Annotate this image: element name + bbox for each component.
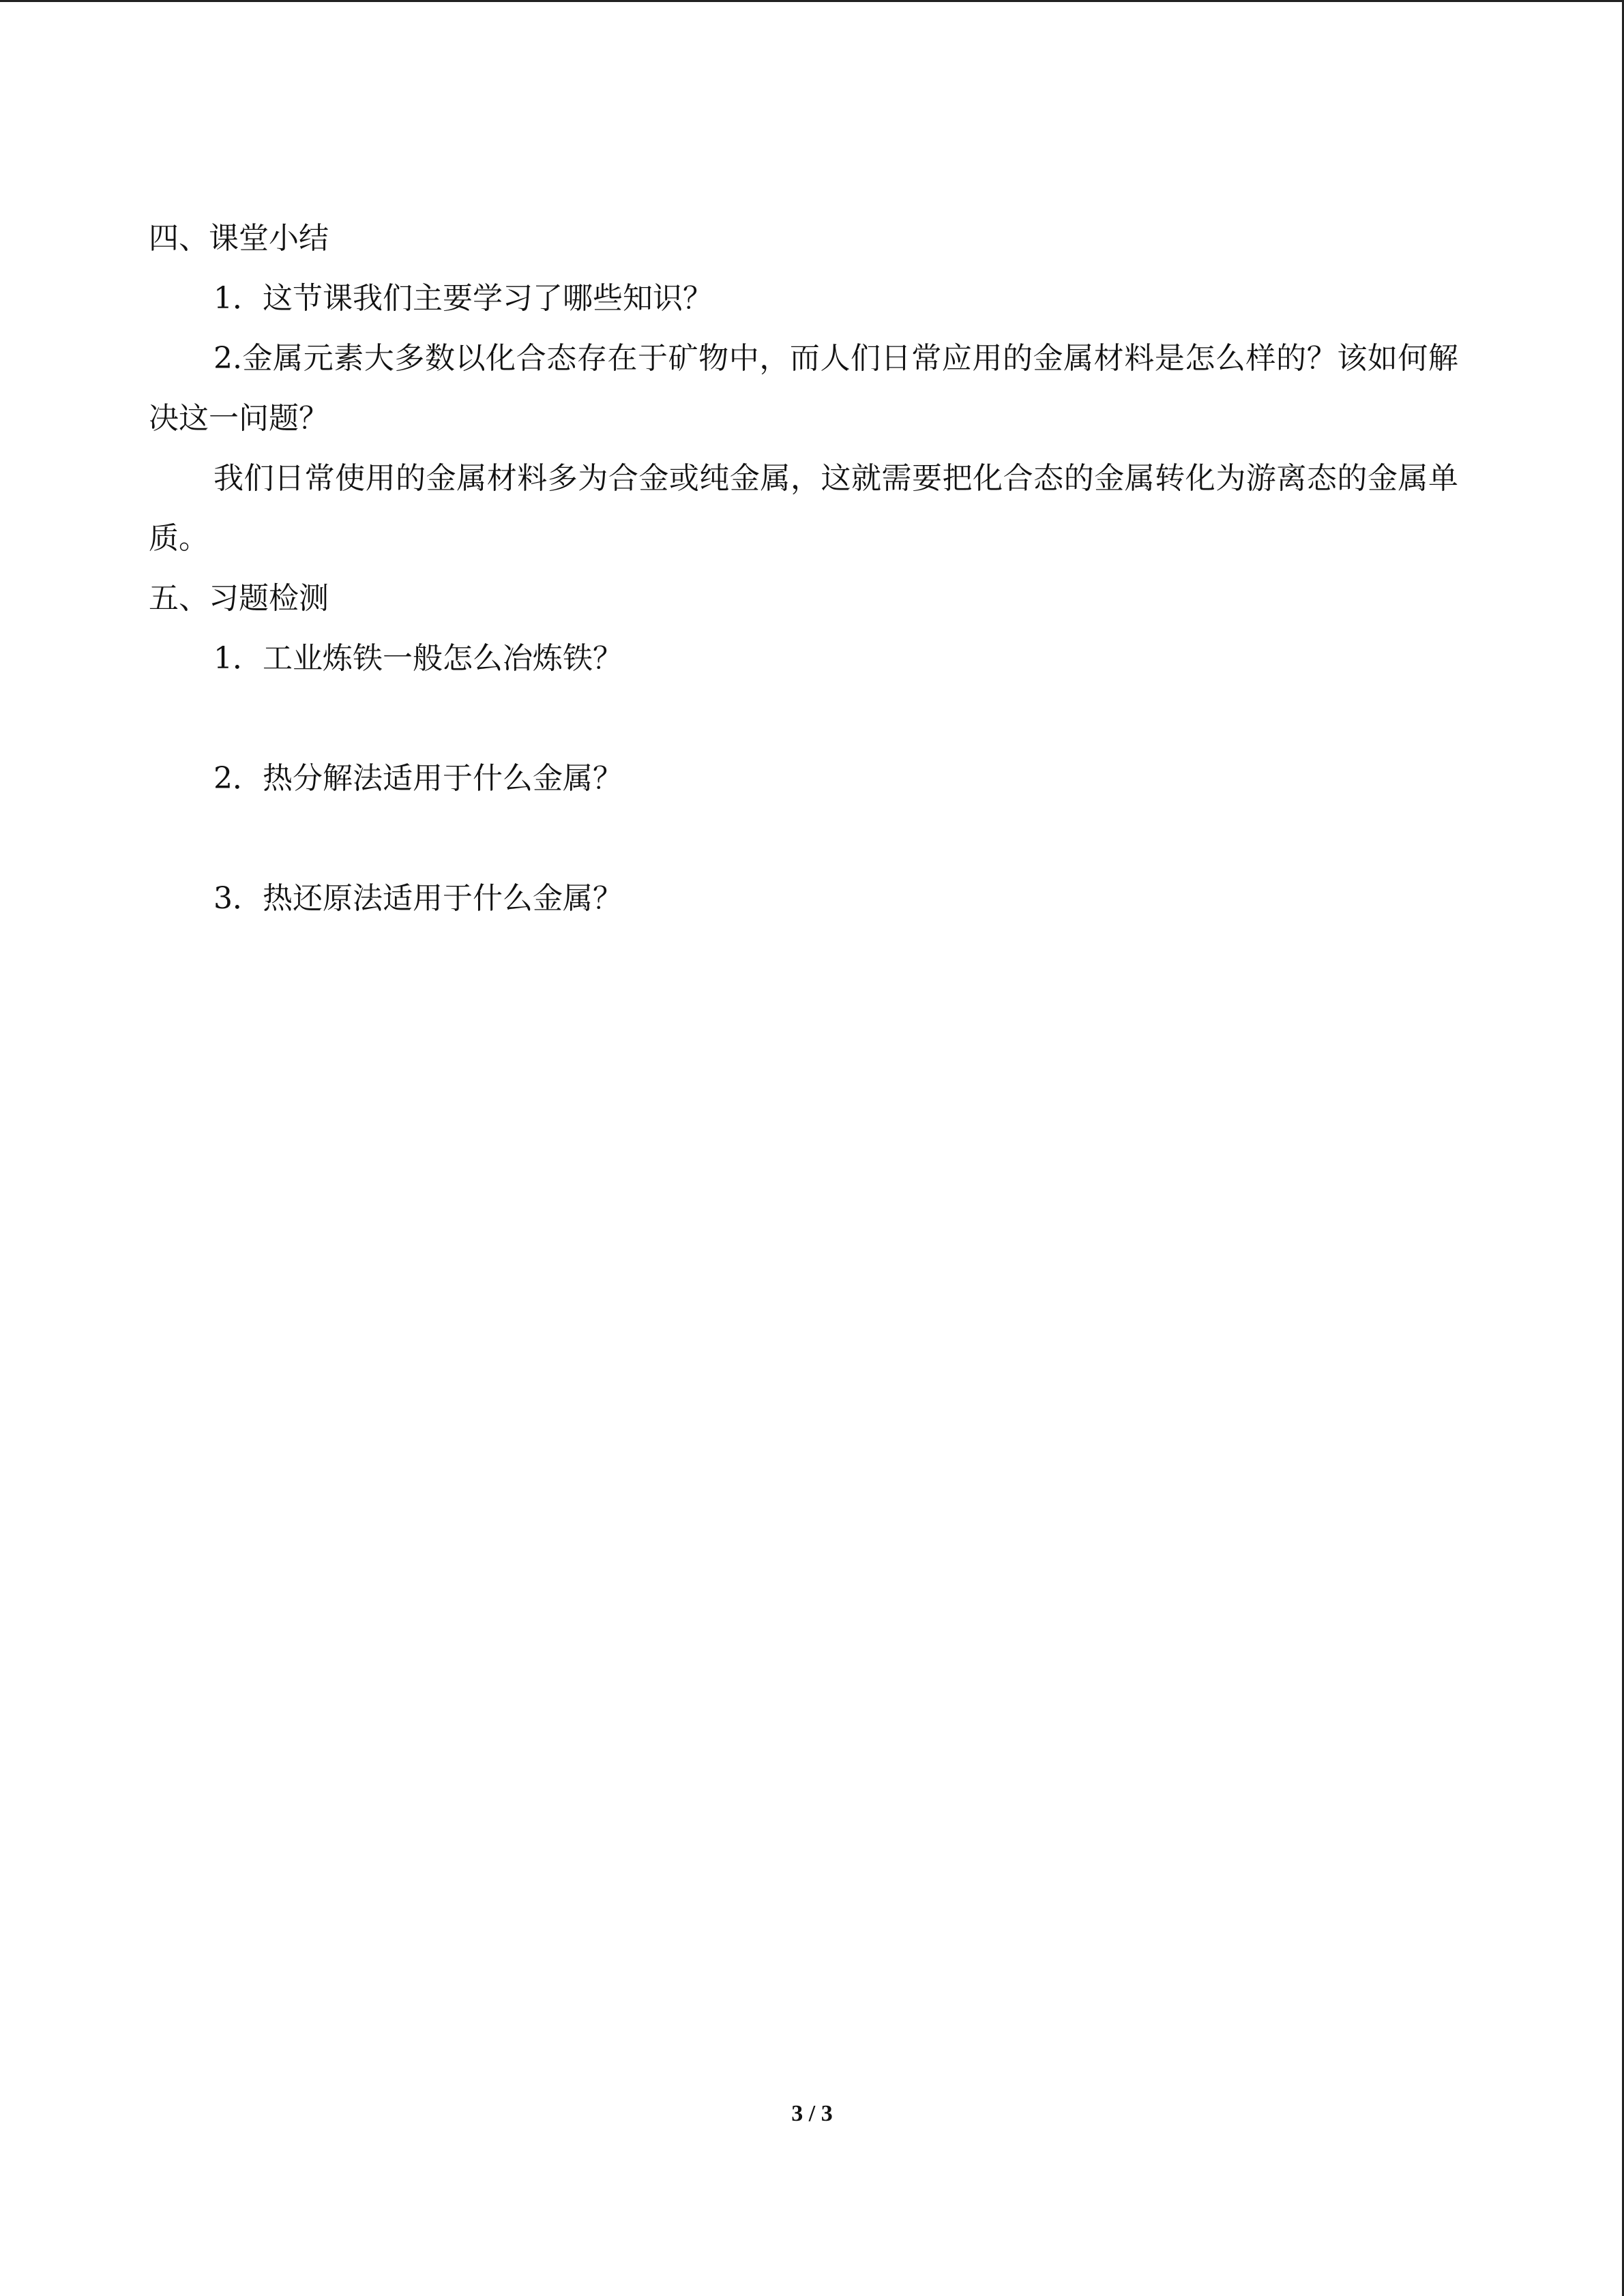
page-number: 3 / 3 (791, 2101, 833, 2126)
page-top-border (0, 0, 1624, 2)
summary-question-2: 2.金属元素大多数以化合态存在于矿物中，而人们日常应用的金属材料是怎么样的？该如何解决这一问题？ (149, 341, 1458, 436)
summary-answer: 我们日常使用的金属材料多为合金或纯金属，这就需要把化合态的金属转化为游离态的金属单质。 (149, 461, 1458, 556)
exercise-question-3: 3．热还原法适用于什么金属？ (213, 881, 623, 916)
section-heading-exercises: 五、习题检测 (149, 581, 329, 616)
document-body (149, 209, 1458, 929)
exercise-question-2: 2．热分解法适用于什么金属？ (213, 761, 623, 796)
exercise-question-1: 1．工业炼铁一般怎么冶炼铁？ (213, 641, 623, 676)
section-heading-summary: 四、课堂小结 (149, 221, 329, 256)
summary-question-1: 1．这节课我们主要学习了哪些知识？ (213, 281, 713, 316)
